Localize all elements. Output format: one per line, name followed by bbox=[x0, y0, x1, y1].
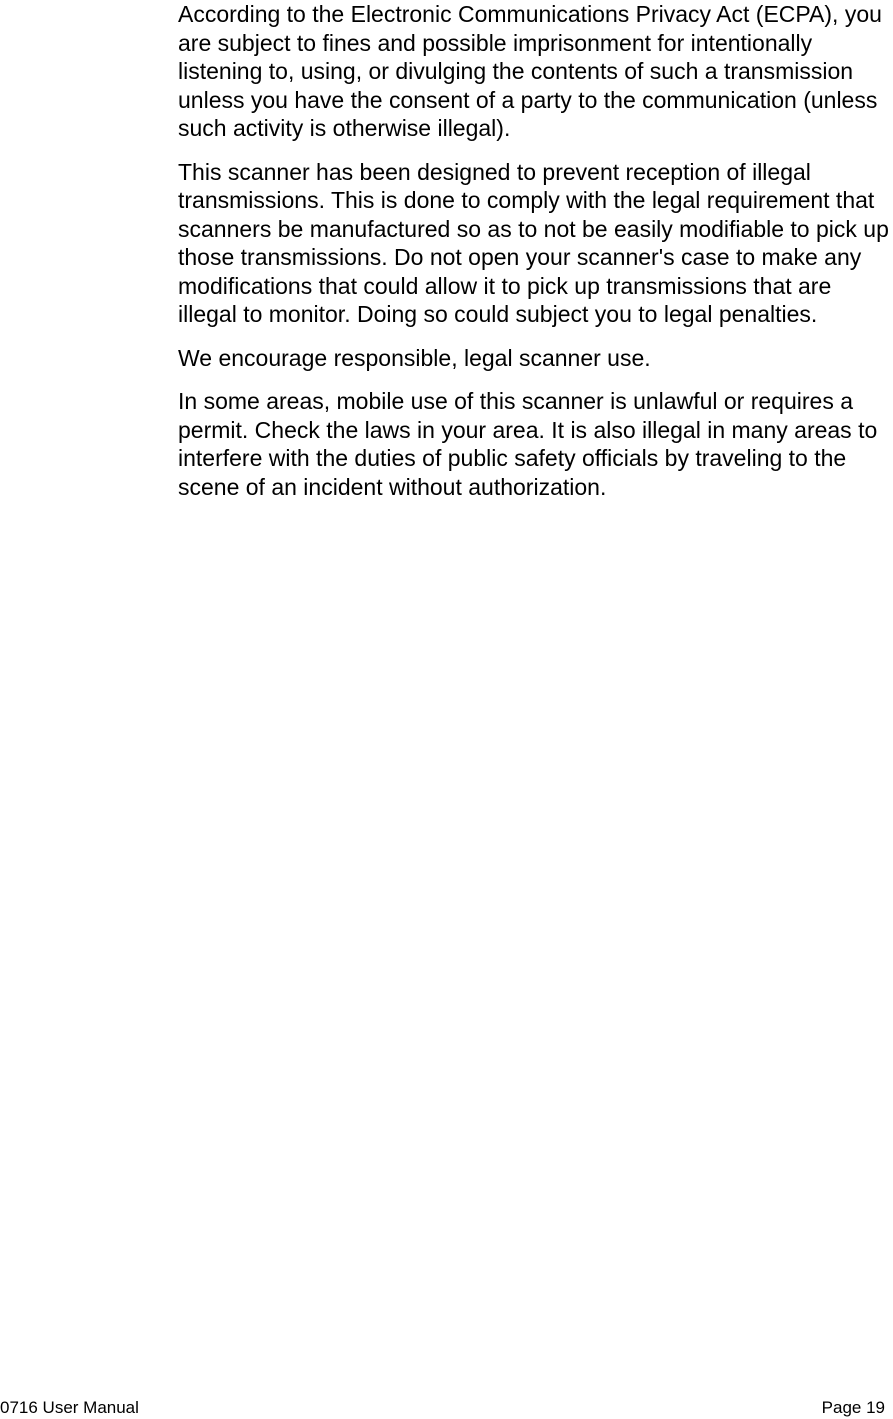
paragraph-ecpa-notice: According to the Electronic Communications Privacy Act (ECPA), you are subject to fines and possible imprisonment for intentionally listening to, using, or divulging the contents of such a transmission unless you have the consent of a party to the communication (unless such activity is otherwise illegal). bbox=[178, 1, 882, 141]
main-content bbox=[178, 0, 890, 516]
paragraph-mobile-use: In some areas, mobile use of this scanner is unlawful or requires a permit. Check the laws in your area. It is also illegal in many areas to interfere with the duties of public safety officials by traveling to the scene of an incident without authorization. bbox=[178, 388, 878, 500]
paragraph-illegal-transmissions: This scanner has been designed to prevent reception of illegal transmissions. This is done to comply with the legal requirement that scanners be manufactured so as to not be easily modifiable to pick up those transmissions. Do not open your scanner's case to make any modifications that could allow it to pick up transmissions that are illegal to monitor. Doing so could subject you to legal penalties. bbox=[178, 158, 889, 327]
footer-manual-title: 0716 User Manual bbox=[0, 1398, 139, 1417]
paragraph-responsible-use: We encourage responsible, legal scanner use. bbox=[178, 344, 651, 371]
page-footer bbox=[0, 1397, 893, 1419]
footer-page-number: Page 19 bbox=[821, 1398, 885, 1417]
